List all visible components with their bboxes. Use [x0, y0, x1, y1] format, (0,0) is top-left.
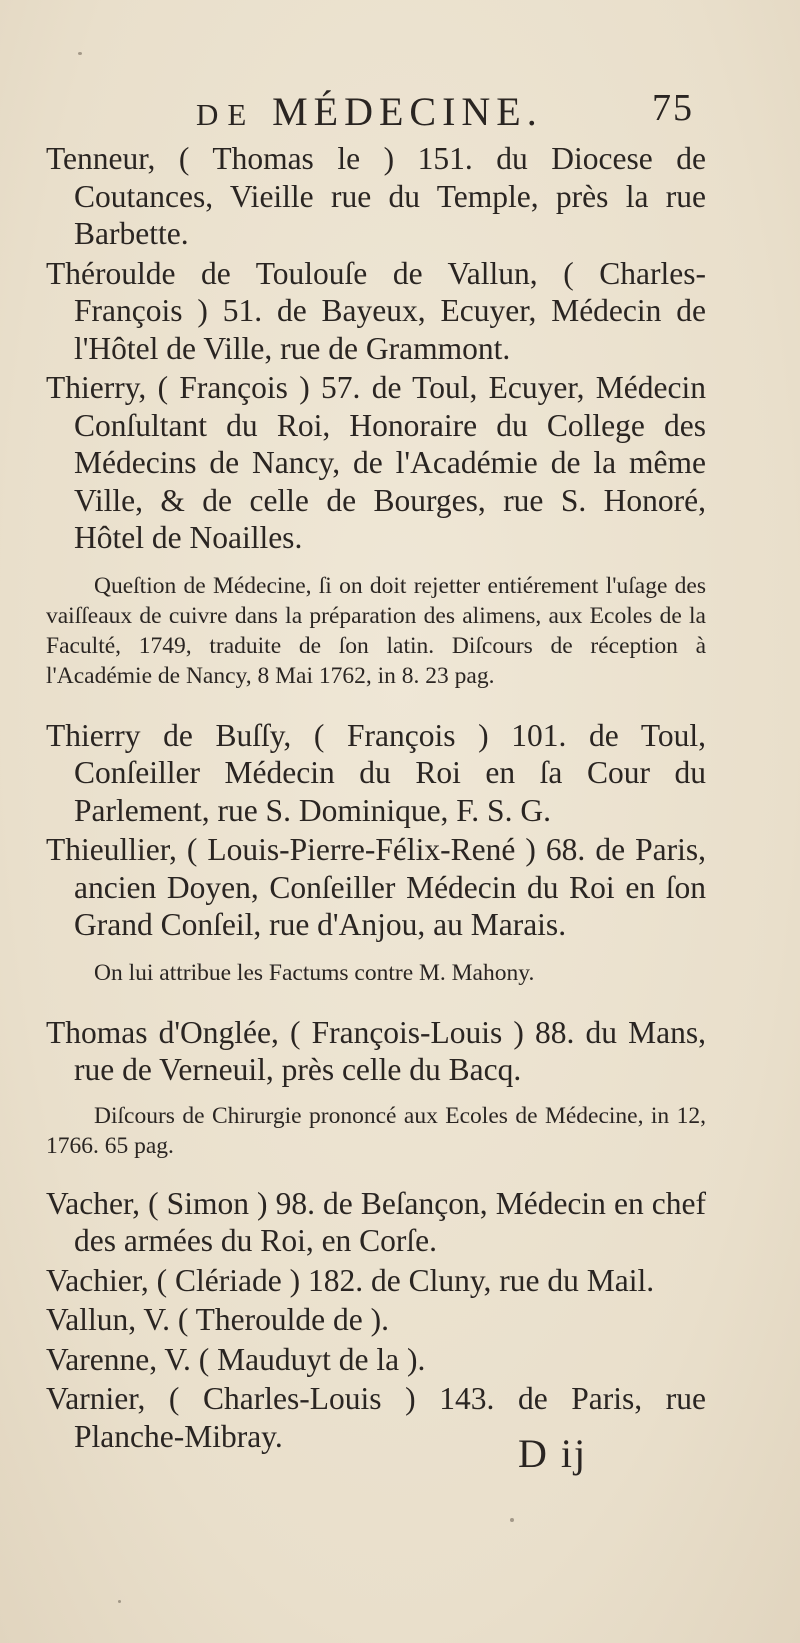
entry-vacher: Vacher, ( Simon ) 98. de Beſançon, Médecin en chef des armées du Roi, en Corſe.: [46, 1185, 706, 1258]
running-head: [196, 88, 576, 135]
entry-thieullier: Thieullier, ( Louis-Pierre-Félix-René ) 68. de Paris, ancien Doyen, Conſeiller Médecin du Roi en ſon Grand Conſeil, rue d'Anjou, au Marais.: [46, 832, 706, 942]
signature-mark: D ij: [518, 1431, 588, 1476]
paper-speck: [510, 1518, 514, 1522]
running-head-prefix: DE: [196, 97, 256, 132]
note-thierry-works: Queſtion de Médecine, ſi on doit rejetter entiérement l'uſage des vaiſſeaux de cuivre dans la préparation des alimens, aux Ecoles de la Faculté, 1749, traduite de ſon latin. Diſcours de réception à l'Académie de Nancy, 8 Mai 1762, in 8. 23 pag.: [46, 572, 706, 689]
entry-vachier: Vachier, ( Clériade ) 182. de Cluny, rue du Mail.: [46, 1262, 655, 1298]
note-thieullier-works: On lui attribue les Factums contre M. Mahony.: [94, 959, 535, 986]
note-thomas-works: Diſcours de Chirurgie prononcé aux Ecoles de Médecine, in 12, 1766. 65 pag.: [46, 1102, 706, 1159]
entry-thierry-de-bussy: Thierry de Buſſy, ( François ) 101. de Toul, Conſeiller Médecin du Roi en ſa Cour du Parlement, rue S. Dominique, F. S. G.: [46, 717, 706, 828]
entry-theroulde: Théroulde de Toulouſe de Vallun, ( Charles-François ) 51. de Bayeux, Ecuyer, Médecin de l'Hôtel de Ville, rue de Grammont.: [46, 255, 706, 366]
entry-thierry: Thierry, ( François ) 57. de Toul, Ecuyer, Médecin Conſultant du Roi, Honoraire du College des Médecins de Nancy, de l'Académie de la même Ville, & de celle de Bourges, rue S. Honoré, Hôtel de Noailles.: [46, 370, 706, 555]
entry-thomas-d-onglee: Thomas d'Onglée, ( François-Louis ) 88. du Mans, rue de Verneuil, près celle du Bacq.: [46, 1014, 706, 1087]
paper-speck: [118, 1600, 121, 1603]
page-body: [46, 140, 706, 1457]
entry-vallun: Vallun, V. ( Theroulde de ).: [46, 1302, 389, 1337]
paper-speck: [78, 52, 82, 55]
running-head-word: MÉDECINE.: [272, 89, 543, 134]
page-number: 75: [652, 87, 694, 129]
entry-varnier: Varnier, ( Charles-Louis ) 143. de Paris, rue Planche-Mibray.: [46, 1381, 706, 1454]
entry-varenne: Varenne, V. ( Mauduyt de la ).: [46, 1341, 426, 1377]
entry-tenneur: Tenneur, ( Thomas le ) 151. du Diocese de Coutances, Vieille rue du Temple, près la rue Barbette.: [46, 141, 706, 251]
